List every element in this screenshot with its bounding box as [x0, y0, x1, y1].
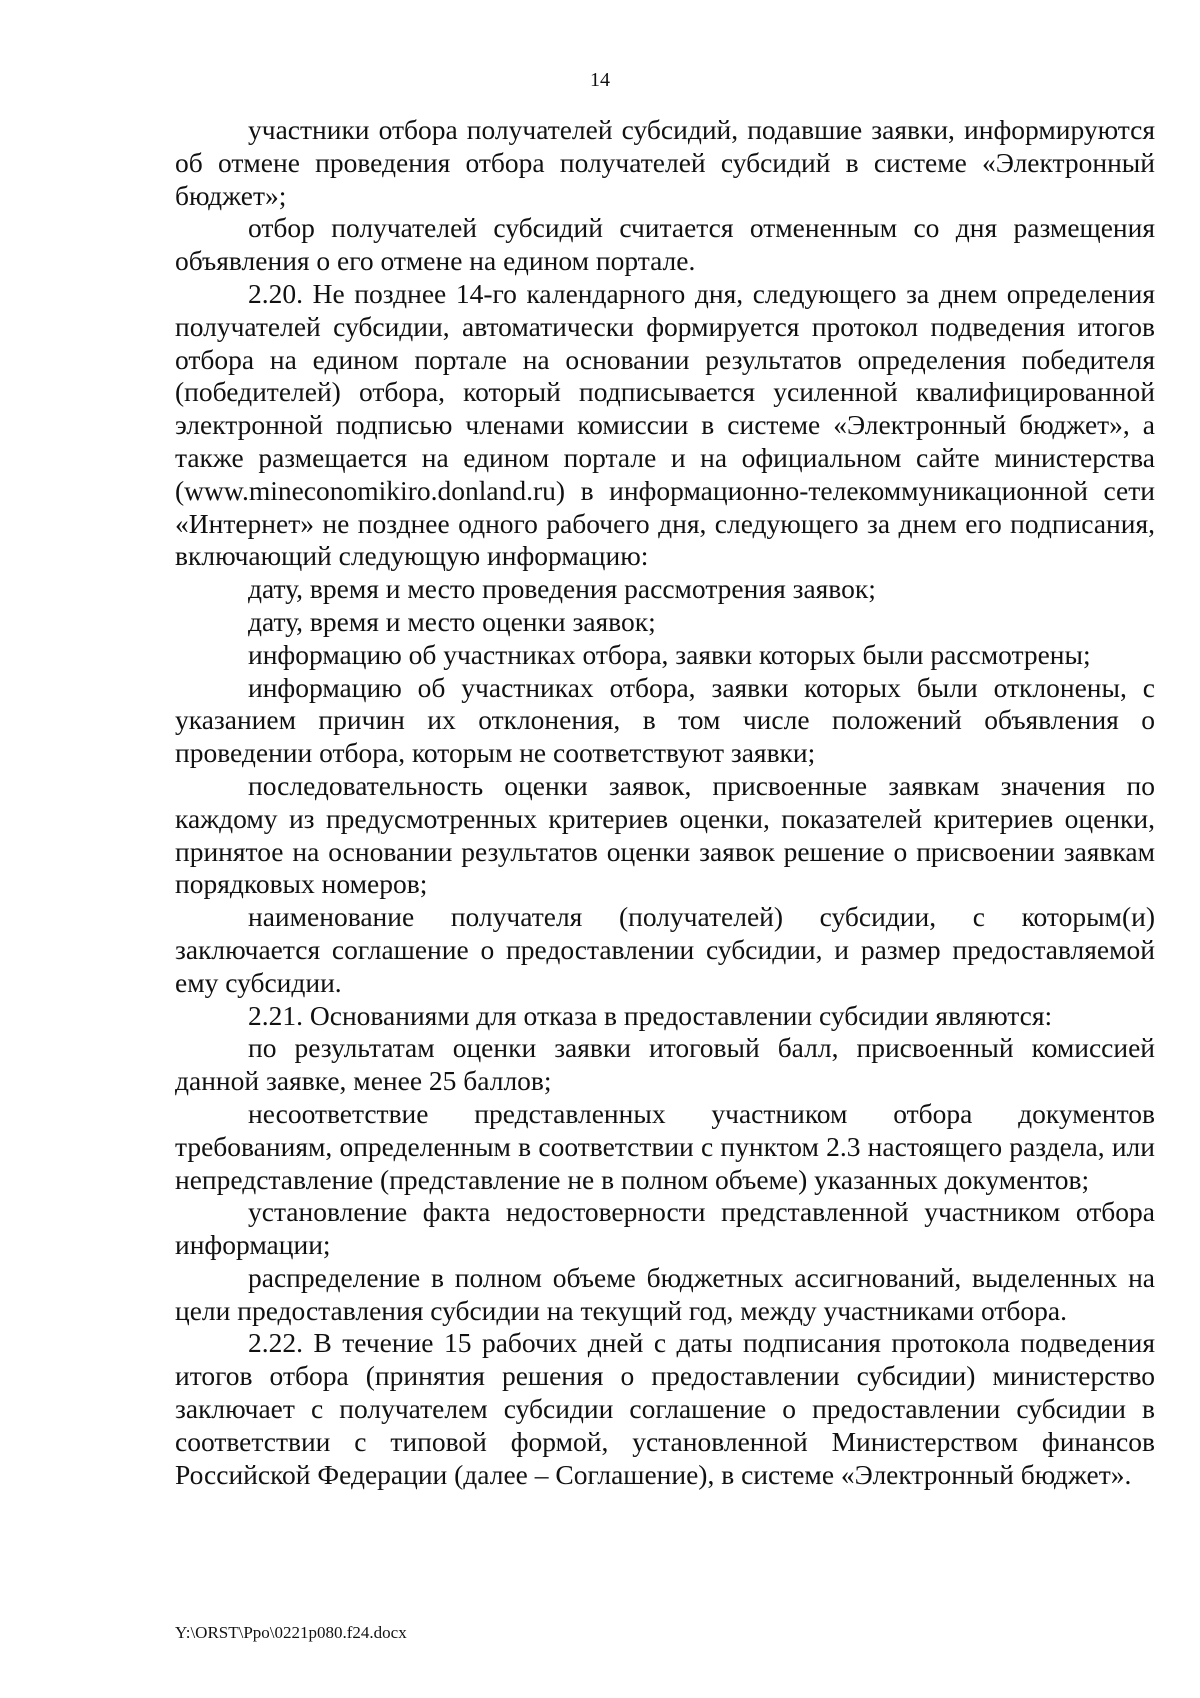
- paragraph: распределение в полном объеме бюджетных ассигнований, выделенных на цели предоставления субсидии на текущий год, между участниками отбора.: [175, 1261, 1155, 1326]
- file-path-footer: Y:\ORST\Ppo\0221p080.f24.docx: [175, 1623, 407, 1642]
- paragraph: установление факта недостоверности представленной участником отбора информации;: [175, 1196, 1155, 1261]
- paragraph: информацию об участниках отбора, заявки которых были отклонены, с указанием причин их отклонения, в том числе положений объявления о проведении отбора, которым не соответствуют заявки;: [175, 671, 1155, 769]
- page-number: 14: [590, 69, 610, 91]
- document-body: [175, 114, 1155, 1491]
- paragraph: 2.21. Основаниями для отказа в предоставлении субсидии являются:: [248, 999, 1053, 1031]
- paragraph: информацию об участниках отбора, заявки которых были рассмотрены;: [248, 638, 1091, 670]
- paragraph: наименование получателя (получателей) субсидии, с которым(и) заключается соглашение о предоставлении субсидии, и размер предоставляемой ему субсидии.: [175, 901, 1155, 998]
- paragraph: несоответствие представленных участником отбора документов требованиям, определенным в соответствии с пунктом 2.3 настоящего раздела, или непредставление (представление не в полном объеме) указанных документов;: [175, 1097, 1155, 1195]
- paragraph: дату, время и место оценки заявок;: [248, 605, 656, 637]
- paragraph: отбор получателей субсидий считается отмененным со дня размещения объявления о его отмене на едином портале.: [175, 212, 1155, 277]
- paragraph: 2.20. Не позднее 14-го календарного дня, следующего за днем определения получателей субсидии, автоматически формируется протокол подведения итогов отбора на едином портале на основании результатов определения победителя (победителей) отбора, который подписывается усиленной квалифицированной электронной подписью членами комиссии в системе «Электронный бюджет», а также размещается на едином портале и на официальном сайте министерства (www.mineconomikiro.donland.ru) в информационно-телекоммуникационной сети «Интернет» не позднее одного рабочего дня, следующего за днем его подписания, включающий следующую информацию:: [175, 277, 1155, 572]
- paragraph: дату, время и место проведения рассмотрения заявок;: [248, 573, 876, 605]
- paragraph: участники отбора получателей субсидий, подавшие заявки, информируются об отмене проведения отбора получателей субсидий в системе «Электронный бюджет»;: [175, 114, 1155, 211]
- paragraph: по результатам оценки заявки итоговый балл, присвоенный комиссией данной заявке, менее 25 баллов;: [175, 1032, 1155, 1097]
- paragraph: 2.22. В течение 15 рабочих дней с даты подписания протокола подведения итогов отбора (принятия решения о предоставлении субсидии) министерство заключает с получателем субсидии соглашение о предоставлении субсидии в соответствии с типовой формой, установленной Министерством финансов Российской Федерации (далее – Соглашение), в системе «Электронный бюджет».: [175, 1327, 1155, 1490]
- paragraph: последовательность оценки заявок, присвоенные заявкам значения по каждому из предусмотренных критериев оценки, показателей критериев оценки, принятое на основании результатов оценки заявок решение о присвоении заявкам порядковых номеров;: [175, 769, 1155, 900]
